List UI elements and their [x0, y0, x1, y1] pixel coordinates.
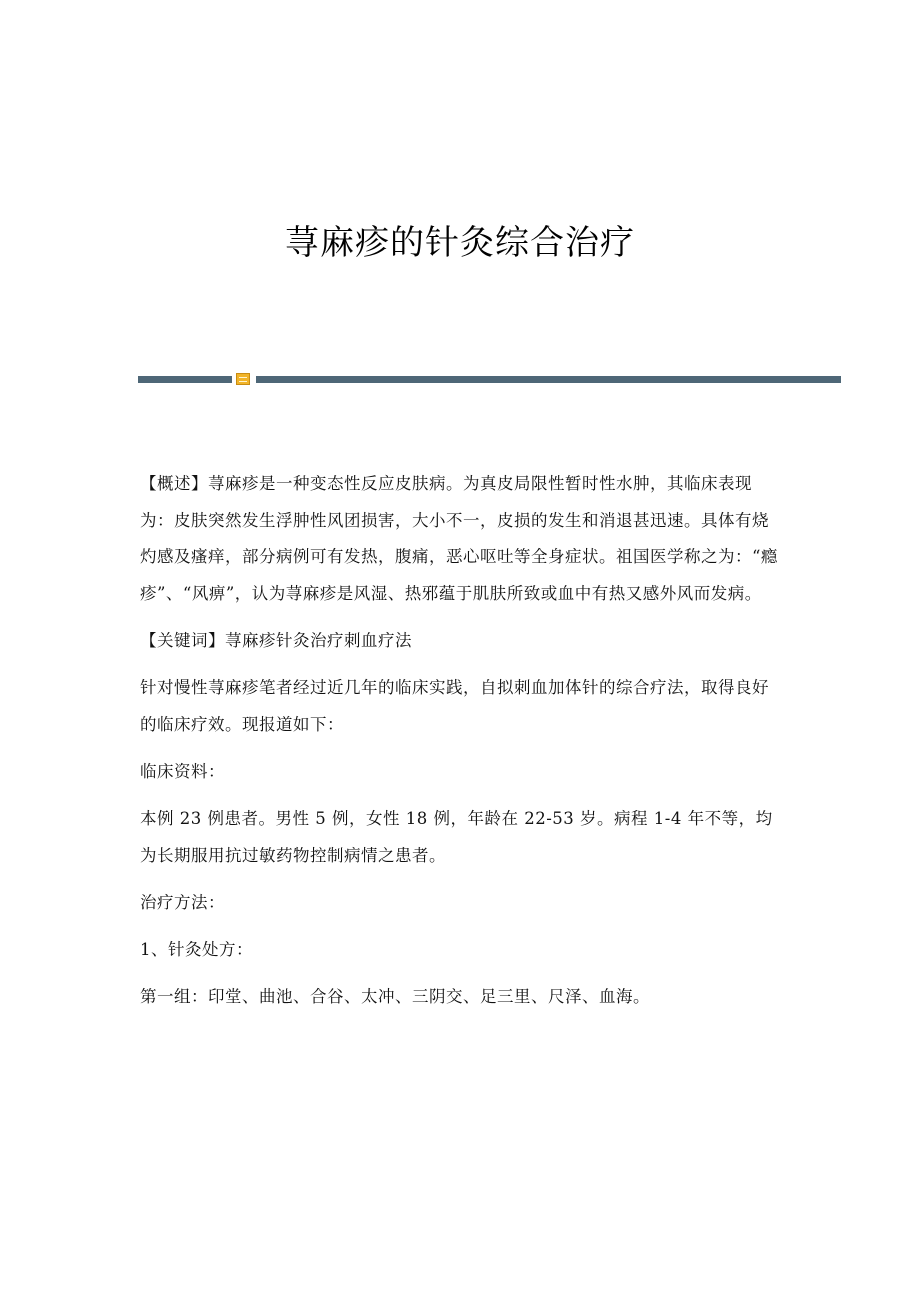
heading-treatment-method: 治疗方法： — [140, 892, 225, 912]
heading-acupuncture-prescription: 1、针灸处方： — [140, 940, 253, 960]
divider-emblem-icon — [236, 373, 250, 385]
paragraph-patients: 本例 23 例患者。男性 5 例，女性 18 例，年龄在 22-53 岁。病程 1-4 年不等，均为长期服用抗过敏药物控制病情之患者。 — [140, 809, 773, 865]
paragraph-intro: 针对慢性荨麻疹笔者经过近几年的临床实践，自拟刺血加体针的综合疗法，取得良好的临床疗效。现报道如下： — [140, 678, 769, 734]
divider-bar-right — [256, 376, 841, 383]
paragraph-group-one: 第一组：印堂、曲池、合谷、太冲、三阴交、足三里、尺泽、血海。 — [140, 987, 650, 1007]
paragraph-overview: 【概述】荨麻疹是一种变态性反应皮肤病。为真皮局限性暂时性水肿，其临床表现为：皮肤突然发生浮肿性风团损害，大小不一，皮损的发生和消退甚迅速。具体有烧灼感及瘙痒，部分病例可有发热，腹痛，恶心呕吐等全身症状。祖国医学称之为：“瘾疹”、“风痹”，认为荨麻疹是风湿、热邪蕴于肌肤所致或血中有热又感外风而发病。 — [140, 474, 778, 603]
heading-clinical-data: 临床资料： — [140, 761, 225, 781]
document-body — [140, 466, 780, 1026]
divider-bar-left — [138, 376, 232, 383]
paragraph-keywords: 【关键词】荨麻疹针灸治疗刺血疗法 — [140, 630, 412, 650]
document-title: 荨麻疹的针灸综合治疗 — [285, 223, 635, 263]
title-divider — [138, 372, 841, 386]
